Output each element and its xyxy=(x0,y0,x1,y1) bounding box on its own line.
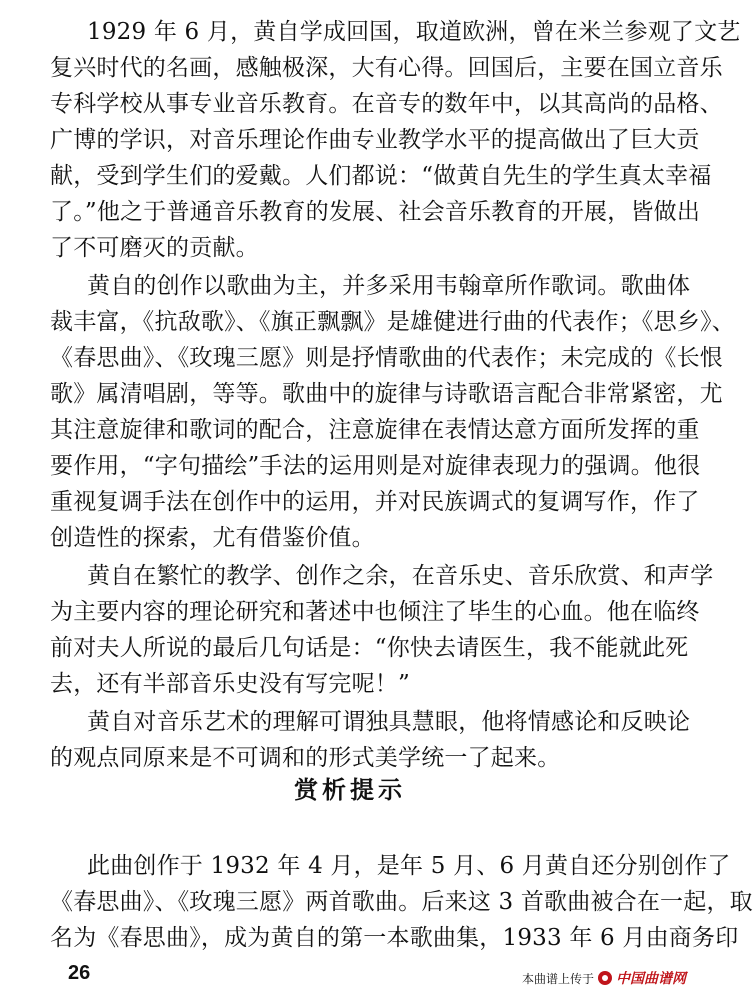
paragraph-2-line-6: 要作用，“字句描绘”手法的运用则是对旋律表现力的强调。他很 xyxy=(50,453,701,479)
page-number: 26 xyxy=(68,962,91,984)
paragraph-3-line-4: 去，还有半部音乐史没有写完呢！” xyxy=(50,671,410,697)
paragraph-1-line-2: 复兴时代的名画，感触极深，大有心得。回国后，主要在国立音乐 xyxy=(50,55,723,81)
upload-note: 本曲谱上传于 xyxy=(521,971,594,986)
paragraph-3-line-2: 为主要内容的理论研究和著述中也倾注了毕生的心血。他在临终 xyxy=(50,599,700,625)
paragraph-1-line-1: 1929 年 6 月，黄自学成回国，取道欧洲，曾在米兰参观了文艺 xyxy=(87,19,741,45)
paragraph-2-line-2: 裁丰富，《抗敌歌》、《旗正飘飘》是雄健进行曲的代表作；《思乡》、 xyxy=(50,309,735,335)
section-paragraph-line-1: 此曲创作于 1932 年 4 月，是年 5 月、6 月黄自还分别创作了 xyxy=(87,853,731,879)
paragraph-1-line-4: 广博的学识，对音乐理论作曲专业教学水平的提高做出了巨大贡 xyxy=(50,127,700,153)
paragraph-3-line-3: 前对夫人所说的最后几句话是：“你快去请医生，我不能就此死 xyxy=(50,635,689,661)
paragraph-4-line-1: 黄自对音乐艺术的理解可谓独具慧眼，他将情感论和反映论 xyxy=(87,709,691,735)
section-heading: 赏析提示 xyxy=(294,776,406,804)
site-logo-icon xyxy=(598,971,612,985)
footer-watermark xyxy=(522,968,686,988)
paragraph-2-line-4: 歌》属清唱剧，等等。歌曲中的旋律与诗歌语言配合非常紧密，尤 xyxy=(50,381,723,407)
paragraph-1-line-5: 献，受到学生们的爱戴。人们都说：“做黄自先生的学生真太幸福 xyxy=(50,163,712,189)
paragraph-4-line-2: 的观点同原来是不可调和的形式美学统一了起来。 xyxy=(50,745,561,771)
paragraph-1-line-3: 专科学校从事专业音乐教育。在音专的数年中，以其高尚的品格、 xyxy=(50,91,723,117)
paragraph-2-line-8: 创造性的探索，尤有借鉴价值。 xyxy=(50,525,375,551)
section-paragraph-line-2: 《春思曲》、《玫瑰三愿》两首歌曲。后来这 3 首歌曲被合在一起，取 xyxy=(50,889,753,915)
section-paragraph-line-3: 名为《春思曲》，成为黄自的第一本歌曲集，1933 年 6 月由商务印 xyxy=(50,925,739,951)
paragraph-3-line-1: 黄自在繁忙的教学、创作之余，在音乐史、音乐欣赏、和声学 xyxy=(87,563,714,589)
paragraph-1-line-7: 了不可磨灭的贡献。 xyxy=(50,235,259,261)
paragraph-2-line-7: 重视复调手法在创作中的运用，并对民族调式的复调写作，作了 xyxy=(50,489,700,515)
paragraph-2-line-3: 《春思曲》、《玫瑰三愿》则是抒情歌曲的代表作；未完成的《长恨 xyxy=(50,345,723,371)
paragraph-2-line-5: 其注意旋律和歌词的配合，注意旋律在表情达意方面所发挥的重 xyxy=(50,417,700,443)
paragraph-2-line-1: 黄自的创作以歌曲为主，并多采用韦翰章所作歌词。歌曲体 xyxy=(87,273,691,299)
site-name: 中国曲谱网 xyxy=(616,971,686,987)
paragraph-1-line-6: 了。”他之于普通音乐教育的发展、社会音乐教育的开展，皆做出 xyxy=(50,199,701,225)
